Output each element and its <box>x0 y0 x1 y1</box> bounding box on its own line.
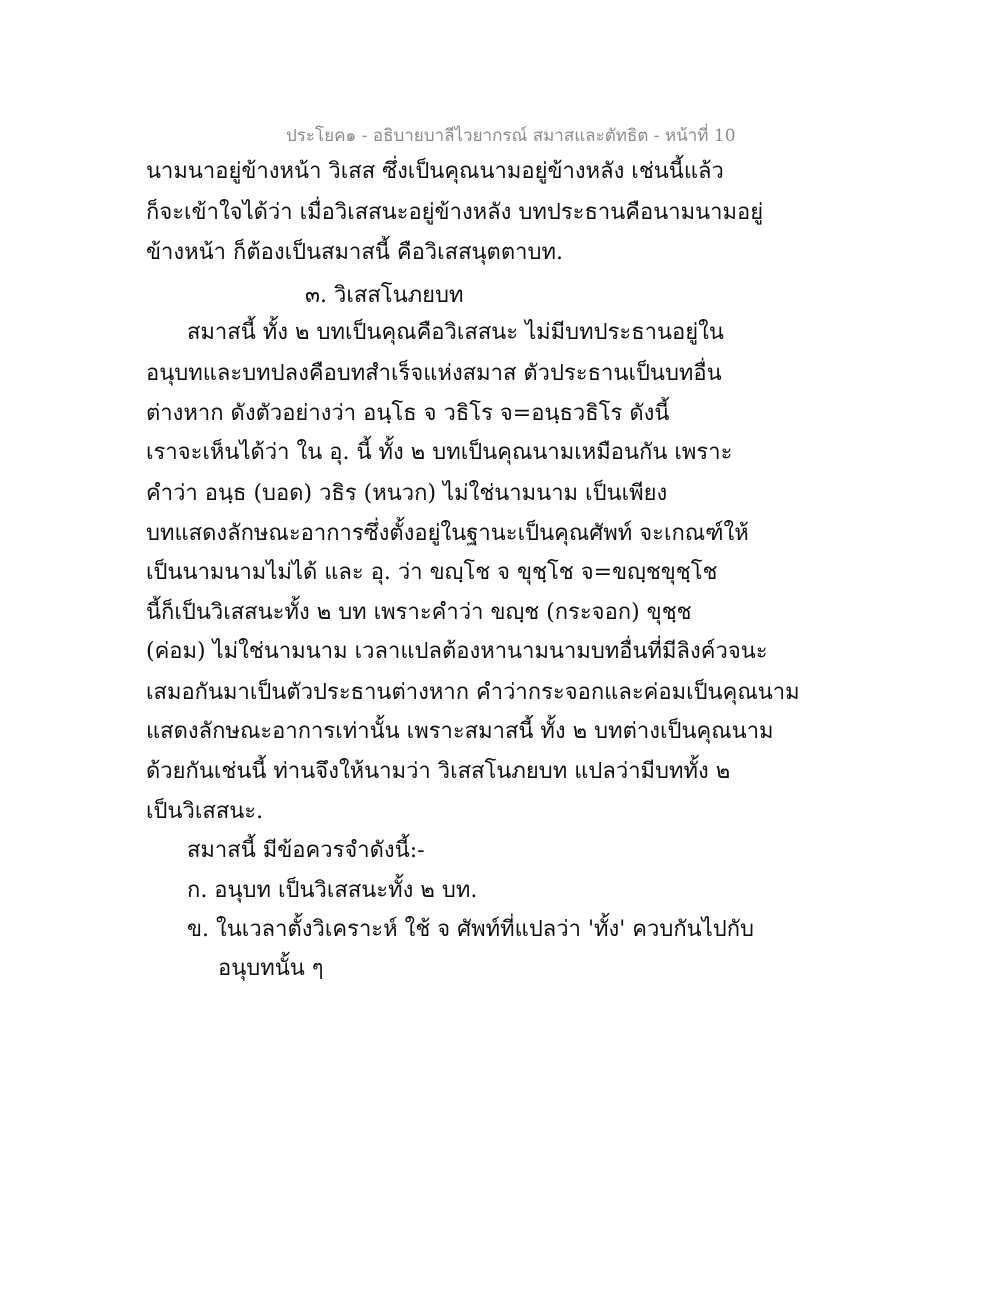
body-line: เป็นนามนามไม่ได้ และ อุ. ว่า ขญฺโช จ ขุชฺโช จ=ขญฺชขุชฺโช <box>146 560 718 585</box>
body-line: เราจะเห็นได้ว่า ใน อุ. นี้ ทั้ง ๒ บทเป็นคุณนามเหมือนกัน เพราะ <box>146 440 733 465</box>
body-line: (ค่อม) ไม่ใช่นามนาม เวลาแปลต้องหานามนามบทอื่นที่มีลิงค์วจนะ <box>146 639 768 664</box>
body-line: ก็จะเข้าใจได้ว่า เมื่อวิเสสนะอยู่ข้างหลัง บทประธานคือนามนามอยู่ <box>146 200 764 225</box>
body-line: แสดงลักษณะอาการเท่านั้น เพราะสมาสนี้ ทั้ง ๒ บทต่างเป็นคุณนาม <box>146 719 774 744</box>
body-line: คำว่า อนฺธ (บอด) วธิร (หนวก) ไม่ใช่นามนาม เป็นเพียง <box>146 481 668 506</box>
body-line: นี้ก็เป็นวิเสสนะทั้ง ๒ บท เพราะคำว่า ขญฺช (กระจอก) ขุชฺช <box>146 600 692 625</box>
body-line: นามนาอยู่ข้างหน้า วิเสส ซึ่งเป็นคุณนามอยู่ข้างหลัง เช่นนี้แล้ว <box>146 159 724 184</box>
list-item: ข. ในเวลาตั้งวิเคราะห์ ใช้ จ ศัพท์ที่แปลว่า 'ทั้ง' ควบกันไปกับ <box>187 917 755 942</box>
body-line: สมาสนี้ ทั้ง ๒ บทเป็นคุณคือวิเสสนะ ไม่มีบทประธานอยู่ใน <box>187 320 724 345</box>
body-line: สมาสนี้ มีข้อควรจำดังนี้:- <box>187 838 425 863</box>
body-line: เสมอกันมาเป็นตัวประธานต่างหาก คำว่ากระจอกและค่อมเป็นคุณนาม <box>146 680 800 705</box>
list-item: ก. อนุบท เป็นวิเสสนะทั้ง ๒ บท. <box>187 878 478 903</box>
body-line: บทแสดงลักษณะอาการซึ่งตั้งอยู่ในฐานะเป็นคุณศัพท์ จะเกณฑ์ให้ <box>146 521 749 546</box>
body-line: เป็นวิเสสนะ. <box>146 799 264 824</box>
body-line: ข้างหน้า ก็ต้องเป็นสมาสนี้ คือวิเสสนุตตาบท. <box>146 240 563 265</box>
list-item-continuation: อนุบทนั้น ๆ <box>218 956 324 981</box>
body-line: ด้วยกันเช่นนี้ ท่านจึงให้นามว่า วิเสสโนภยบท แปลว่ามีบททั้ง ๒ <box>146 759 731 784</box>
body-line: อนุบทและบทปลงคือบทสำเร็จแห่งสมาส ตัวประธานเป็นบทอื่น <box>146 361 722 386</box>
page-header: ประโยค๑ - อธิบายบาลีไวยากรณ์ สมาสและตัทธิต - หน้าที่ 10 <box>286 126 736 146</box>
section-heading: ๓. วิเสสโนภยบท <box>305 283 464 308</box>
body-line: ต่างหาก ดังตัวอย่างว่า อนฺโธ จ วธิโร จ=อนฺธวธิโร ดังนี้ <box>146 401 670 426</box>
